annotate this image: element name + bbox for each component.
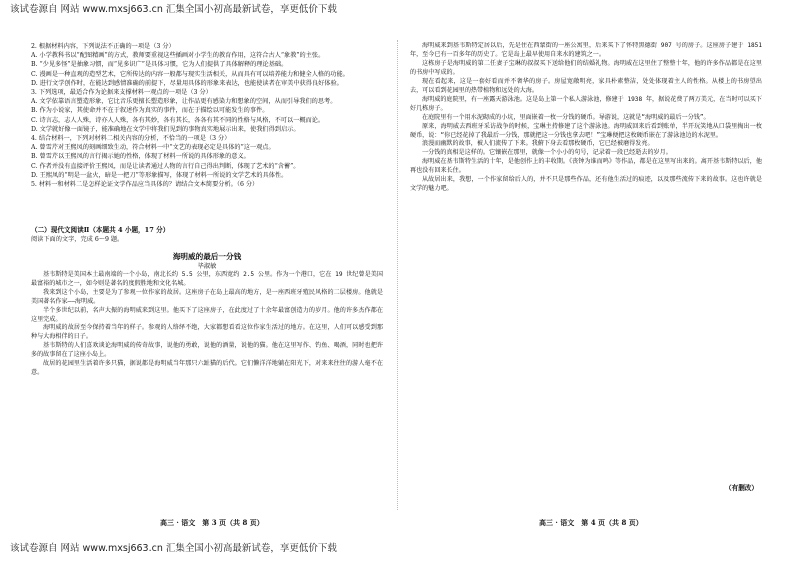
page-footer-left: 高三 · 语文 第 3 页（共 8 页）	[160, 518, 264, 527]
article-author: 毕淑敏	[197, 262, 217, 270]
article-title: 海明威的最后一分钱	[172, 251, 242, 261]
watermark-bottom: 该试卷源自 网站 www.mxsj663.cn 汇集全国小初高最新试卷，享更低价下载	[10, 543, 337, 554]
option-2d: D. 进行文学创作时，在能达到感情准确的前提下，尽量用具体的形象来表达，也能使读者在审美中获得良好体验。	[31, 79, 343, 87]
question-3-stem: 3. 下列选项，最适合作为论据来支撑材料一观点的一项是（3 分）	[31, 89, 212, 97]
option-3b: B. 作为小说家，其使命并不在于叙述作为真实的事件，而在于描绘以可能发生的事件。	[31, 107, 269, 115]
source-note: （有删改）	[725, 484, 758, 492]
question-2-stem: 2. 根据材料内容，下列说法不正确的一项是（3 分）	[31, 43, 175, 50]
question-5-stem: 5. 材料一和材料二是怎样论证文学作品应当具体的？请结合文本简要分析。（6 分）	[31, 181, 259, 189]
article-paragraph: 在庭院里有一个用水泥砌成的小坑，里面嵌着一枚一分钱的硬币。导游说，这就是“海明威的最后一分钱”。	[422, 113, 710, 121]
section-instruction: 阅读下面的文字，完成 6～9 题。	[31, 236, 124, 244]
article-paragraph: 海明威的庭院里，有一座露天游泳池。这是岛上第一个私人游泳池，修建于 1938 年，据说花费了两万美元，在当时可以买下好几栋房子。	[410, 95, 762, 112]
option-2c: C. 漫画是一种直观的造型艺术，它所传达的内容一般都与现实生活相关，从而具有可以培养能力和健全人格的功能。	[31, 70, 349, 78]
page-divider	[397, 40, 398, 510]
article-paragraph: 现在看起来，这是一套好看而并不奢华的房子。房屋宽敞明亮，家具朴素整洁，处处体现着主人的性格。从楼上的书房望出去，可以看到花园里的热带植物和远处的大海。	[410, 77, 762, 94]
article-body-right	[410, 42, 762, 194]
article-paragraph: 基韦斯特是美国本土最南端的一个小岛，南北长约 5.5 公里，东西宽约 2.5 公里。作为一个港口，它在 19 世纪曾是美国最富裕的城市之一，如今则是著名的度假胜地和文化名城。	[31, 270, 383, 287]
article-paragraph: 一分钱的真相是这样的。它镶嵌在那里，就像一个小小的句号，记录着一段已经逝去的岁月。	[422, 149, 672, 157]
article-paragraph: 海明威的故居至今保持着当年的样子。参观的人络绎不绝，大家都想看看这位作家生活过的地方。在这里，人们可以感受到那种与大海相伴的日子。	[31, 324, 383, 341]
right-page-column	[410, 42, 762, 492]
page-footer-right: 高三 · 语文 第 4 页（共 8 页）	[539, 518, 643, 527]
question-list	[31, 42, 383, 189]
article-paragraph: 原来，海明威去西班牙采访战争的时候，宝琳主持修建了这个游泳池。海明威回来后看到账单，半开玩笑地从口袋里掏出一枚硬币，说：“你已经花掉了我最后一分钱，那就把这一分钱也拿去吧！”宝琳便把这枚硬币嵌在了游泳池边的水泥里。	[410, 122, 762, 139]
article-paragraph: 故居的花园里生活着许多只猫，据说都是海明威当年那只六趾猫的后代。它们懒洋洋地躺在阳光下，对来来往往的游人毫不在意。	[31, 360, 383, 377]
article-paragraph: 浪漫而幽默的故事，被人们流传了下来。我俯下身去看那枚硬币，它已经被磨得发亮。	[422, 140, 654, 148]
question-4-stem: 4. 结合材料一，下列对材料二相关内容的分析，不恰当的一项是（3 分）	[31, 135, 231, 143]
article-body-left	[31, 271, 383, 378]
watermark-top: 该试卷源自 网站 www.mxsj663.cn 汇集全国小初高最新试卷，享更低价下载	[10, 4, 337, 15]
article-paragraph: 基韦斯特的人们喜欢谈论海明威的传奇故事，说他的勇敢，说他的酒量，说他的猫。他在这里写作、钓鱼、喝酒，同时也把许多的故事留在了这座小岛上。	[31, 342, 383, 359]
option-3c: C. 诗言志，志人人殊，诗亦人人殊，各有其妙，各有其长，各各有其不同的性格与风格，不可以一概而论。	[31, 116, 325, 124]
option-3a: A. 文学依靠语言塑造形象，它比音乐更擅长塑造形象，让作品更有感染力和想象的空间，从而引导我们的思考。	[31, 98, 337, 106]
article-paragraph: 这栋房子是海明威的第二任妻子宝琳的叔叔买下送给他们的结婚礼物。海明威在这里住了整整十年，他的许多作品都是在这里的书房中写成的。	[410, 59, 762, 76]
option-2b: B. “少见多怪”是抽象习惯，而“见多识广”是具体习惯，它为人们提供了具体解释的理论基础。	[31, 61, 288, 69]
option-4c: C. 作者并没有直接评价王熙凤，而是让读者通过人物的言行自己得出判断，体现了艺术的“含蓄”。	[31, 162, 300, 170]
option-4b: B. 曾雪芹以王熙凤的言行揭示她的性格，体现了材料一所说的具体形象的意义。	[31, 153, 250, 161]
article-paragraph: 海明威在基韦斯特生活的十年，是他创作上的丰收期。《丧钟为谁而鸣》等作品，都是在这里写出来的。离开基韦斯特以后，他再也没有回来长住。	[410, 158, 762, 175]
option-3d: D. 文学就好像一面镜子，能准确地在文学中将我们见到的事物真实地展示出来，使我们得到启示。	[31, 125, 300, 133]
article-paragraph: 半个多世纪以前，名声大振的海明威来到这里。他买下了这座房子，在此度过了十余年最富创造力的岁月。他的许多杰作都在这里完成。	[31, 306, 383, 323]
article-paragraph: 从故居出来，我想，一个作家留给后人的，并不只是那些作品，还有他生活过的痕迹，以及那些流传下来的故事。这也许就是文学的魅力吧。	[410, 176, 762, 193]
section-heading: （二）现代文阅读Ⅱ（本题共 4 小题，17 分）	[31, 226, 170, 235]
article-paragraph: 我来到这个小岛，主要是为了参观一位作家的故居。这座房子在岛上最高的地方，是一座西班牙殖民风格的二层楼房。他就是美国著名作家——海明威。	[31, 288, 383, 305]
option-4a: A. 曾雪芹对王熙凤的刻画细致生动，符合材料一中“文艺的表现必定是具体的”这一观点。	[31, 144, 275, 152]
option-2a: A. 小学教科书以“配图精画”的方式，教师要重视这些插画对小学生的教育作用，这符合古人“象教”的主张。	[31, 52, 325, 60]
article-paragraph: 海明威来到基韦斯特定居以后，先是住在西蒙街的一座公寓里，后来买下了怀特黑德街 907 号的房子。这座房子建于 1851 年，至今已有一百多年的历史了。它是岛上最早使用自来水的建筑之一。	[410, 42, 762, 58]
option-4d: D. 王熙凤的“明是一盆火，暗是一把刀”等形象描写，体现了材料一所说的文学艺术的具体性。	[31, 171, 288, 179]
left-page-column	[31, 42, 383, 492]
